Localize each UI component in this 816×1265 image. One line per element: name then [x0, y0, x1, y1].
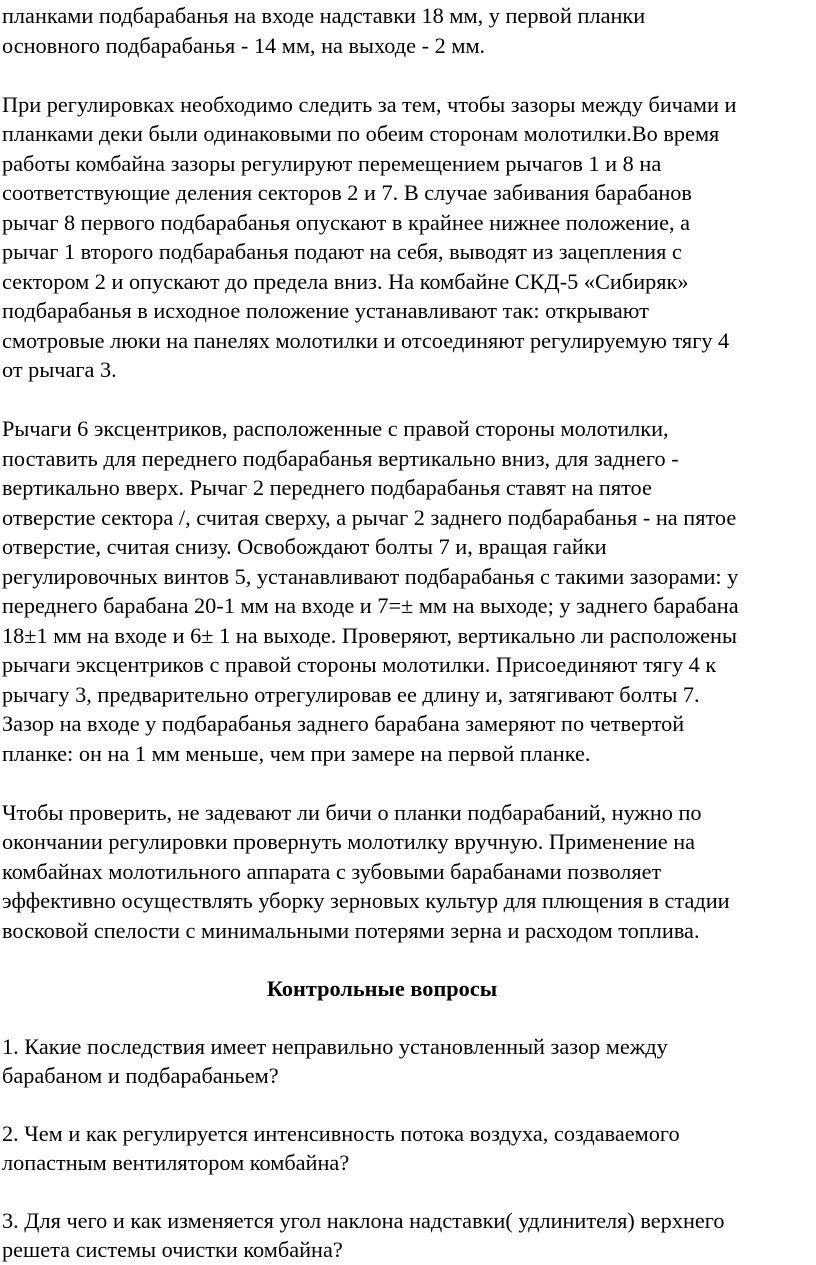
text-line: отверстие, считая снизу. Освобождают болты 7 и, вращая гайки [2, 534, 607, 559]
paragraph-2 [2, 90, 814, 385]
text-line: эффективно осуществлять уборку зерновых культур для плющения в стадии [2, 888, 730, 913]
paragraph-1 [2, 0, 814, 60]
text-line: Зазор на входе у подбарабанья заднего барабана замеряют по четвертой [2, 711, 685, 736]
text-line: работы комбайна зазоры регулируют перемещением рычагов 1 и 8 на [2, 150, 662, 176]
text-line: восковой спелости с минимальными потерями зерна и расходом топлива. [2, 917, 700, 943]
text-line: барабаном и подбарабаньем? [2, 1063, 279, 1088]
text-line: лопастным вентилятором комбайна? [2, 1150, 350, 1175]
text-line: регулировочных винтов 5, устанавливают подбарабанья с такими зазорами: у [2, 563, 739, 589]
text-line: рычаги эксцентриков с правой стороны молотилки. Присоединяют тягу 4 к [2, 652, 717, 677]
text-line: 1. Какие последствия имеет неправильно установленный зазор между [2, 1033, 668, 1059]
text-line: планками деки были одинаковыми по обеим сторонам молотилки.Во время [2, 121, 720, 146]
text-line: планке: он на 1 мм меньше, чем при замере на первой планке. [2, 740, 591, 766]
text-line: Чтобы проверить, не задевают ли бичи о планки подбарабаний, нужно по [2, 799, 702, 825]
text-line: соответствующие деления секторов 2 и 7. В случае забивания барабанов [2, 180, 692, 205]
text-line: рычагу 3, предварительно отрегулировав ее длину и, затягивают болты 7. [2, 681, 700, 707]
text-line: Рычаги 6 эксцентриков, расположенные с правой стороны молотилки, [2, 416, 669, 441]
text-line: комбайнах молотильного аппарата с зубовыми барабанами позволяет [2, 858, 662, 884]
paragraph-3 [2, 414, 814, 768]
text-line: сектором 2 и опускают до предела вниз. На комбайне СКД-5 «Сибиряк» [2, 268, 689, 294]
text-line: рычаг 1 второго подбарабанья подают на себя, выводят из зацепления с [2, 239, 682, 264]
question-2 [2, 1119, 814, 1178]
text-line: от рычага 3. [2, 357, 117, 382]
text-line: рычаг 8 первого подбарабанья опускают в крайнее нижнее положение, а [2, 209, 691, 235]
text-line: основного подбарабанья - 14 мм, на выходе - 2 мм. [2, 32, 486, 58]
text-line: поставить для переднего подбарабанья вертикально вниз, для заднего - [2, 445, 679, 471]
text-line: переднего барабана 20-1 мм на входе и 7=± мм на выходе; у заднего барабана [2, 593, 739, 618]
text-line: отверстие сектора /, считая сверху, а рычаг 2 заднего подбарабанья - на пятое [2, 504, 737, 530]
text-line: планками подбарабанья на входе надставки 18 мм, у первой планки [2, 3, 646, 28]
question-3 [2, 1206, 814, 1265]
text-line: решета системы очистки комбайна? [2, 1237, 343, 1262]
question-1 [2, 1032, 814, 1091]
text-line: подбарабанья в исходное положение устанавливают так: открывают [2, 298, 649, 323]
section-heading: Контрольные вопросы [266, 976, 498, 1001]
text-line: 3. Для чего и как изменяется угол наклона надставки( удлинителя) верхнего [2, 1207, 725, 1233]
text-line: 18±1 мм на входе и 6± 1 на выходе. Проверяют, вертикально ли расположены [2, 622, 737, 648]
text-line: смотровые люки на панелях молотилки и отсоединяют регулируемую тягу 4 [2, 327, 730, 353]
text-line: окончании регулировки провернуть молотилку вручную. Применение на [2, 829, 696, 854]
text-line: 2. Чем и как регулируется интенсивность потока воздуха, создаваемого [2, 1120, 680, 1146]
text-line: При регулировках необходимо следить за тем, чтобы зазоры между бичами и [2, 91, 737, 117]
text-line: вертикально вверх. Рычаг 2 переднего подбарабанья ставят на пятое [2, 475, 652, 500]
paragraph-4 [2, 798, 814, 946]
